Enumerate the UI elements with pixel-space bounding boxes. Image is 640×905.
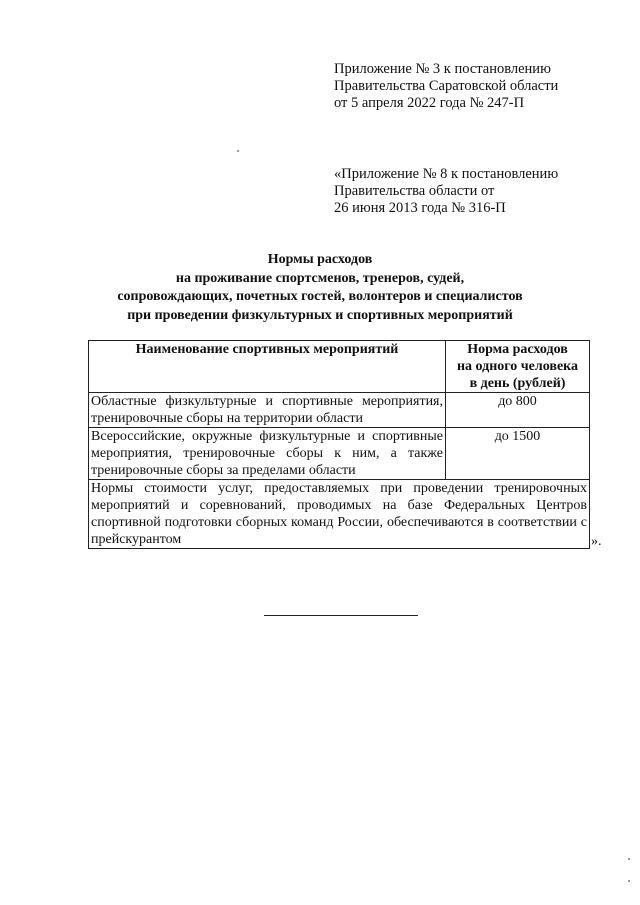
expense-norms-table [88,340,590,549]
appendix-line: от 5 апреля 2022 года № 247-П [334,95,525,111]
event-name-cell: Всероссийские, окружные физкультурные и спортивные мероприятия, тренировочные сборы к ним, а также тренировочные сборы за пределами области [89,428,446,480]
appendix-line: 26 июня 2013 года № 316-П [334,200,506,216]
appendix-line: Правительства Саратовской области [334,78,559,94]
closing-quote-mark: ». [591,534,602,549]
table-note-row [89,480,590,549]
header-rate [446,341,590,393]
event-name-cell: Областные физкультурные и спортивные мероприятия, тренировочные сборы на территории области [89,393,446,428]
header-rate-line: на одного человека [456,359,579,374]
appendix-header-current [334,61,558,112]
scan-speck [628,880,630,882]
scan-speck [628,858,630,860]
table-header-row [89,341,590,393]
title-line: Нормы расходов [267,252,373,267]
end-divider-line [264,615,418,616]
header-rate-line: в день (рублей) [469,376,566,391]
header-event-name: Наименование спортивных мероприятий [89,341,446,393]
title-line: на проживание спортсменов, тренеров, судей, [175,270,465,286]
rate-cell: до 1500 [446,428,590,480]
title-line: сопровождающих, почетных гостей, волонтеров и специалистов [117,289,523,304]
document-title [60,251,580,325]
rate-cell: до 800 [446,393,590,428]
appendix-line: Приложение № 3 к постановлению [334,61,551,77]
appendix-header-original [334,166,558,217]
title-line: при проведении физкультурных и спортивных мероприятий [127,307,513,323]
table-row [89,428,590,480]
appendix-line: «Приложение № 8 к постановлению [334,166,559,182]
scan-speck [237,150,239,152]
appendix-line: Правительства области от [334,183,495,199]
note-cell: Нормы стоимости услуг, предоставляемых при проведении тренировочных мероприятий и соревнований, проводимых на базе Федеральных Центров спортивной подготовки сборных команд России, обеспечиваются в соответствии с прейскурантом [89,480,590,549]
header-rate-line: Норма расходов [467,342,568,357]
table-row [89,393,590,428]
